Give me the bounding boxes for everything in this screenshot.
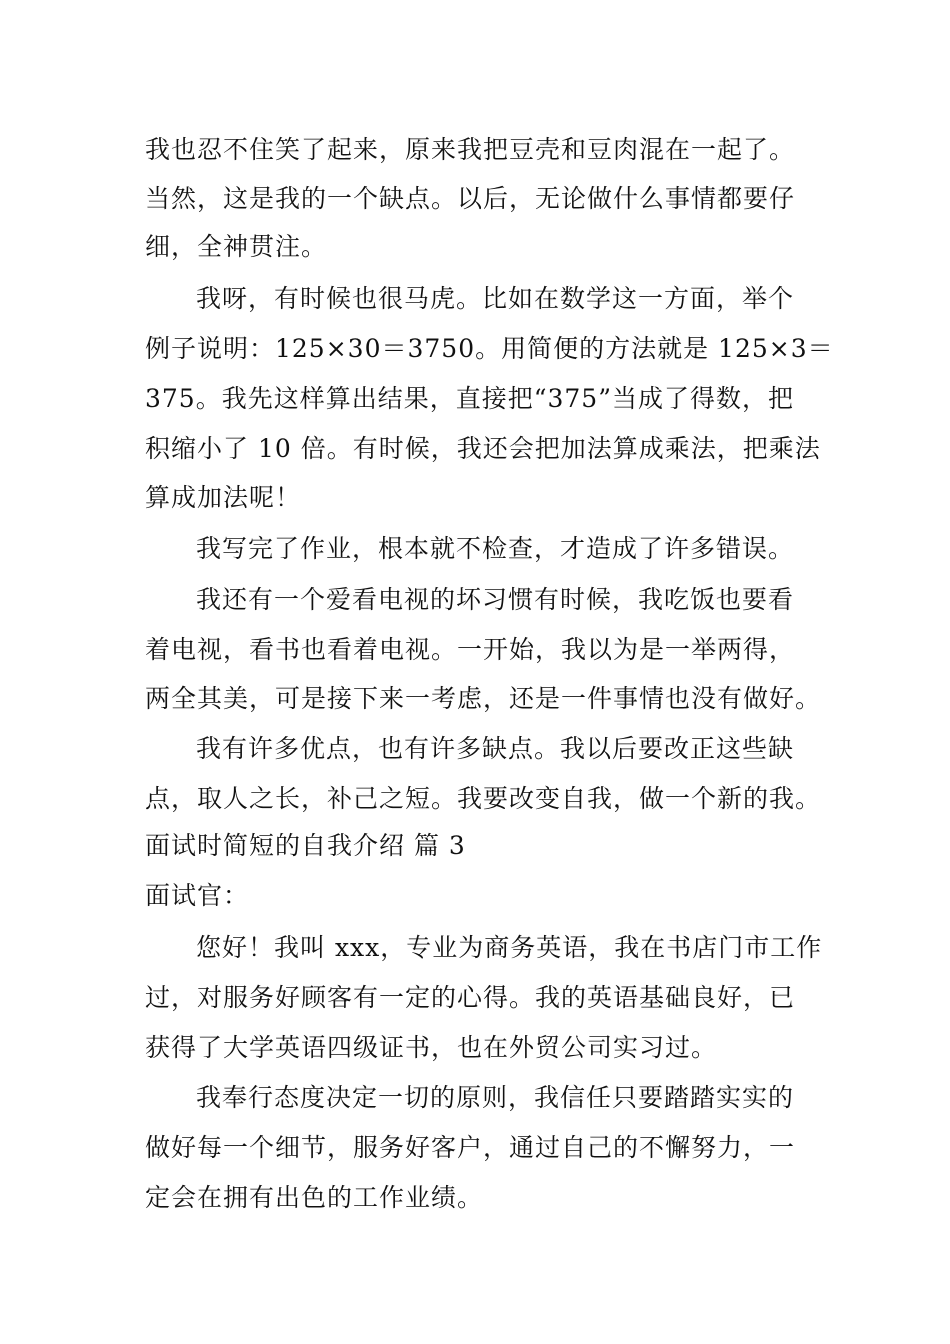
section-heading: 面试时简短的自我介绍 篇 3 [145, 831, 466, 860]
text-line: 375。我先这样算出结果，直接把“375”当成了得数，把 [145, 384, 794, 413]
text-line: 点，取人之长，补己之短。我要改变自我，做一个新的我。 [145, 784, 822, 813]
text-line: 我也忍不住笑了起来，原来我把豆壳和豆肉混在一起了。 [145, 135, 796, 164]
text-line: 细，全神贯注。 [145, 232, 328, 261]
text-line: 当然，这是我的一个缺点。以后，无论做什么事情都要仔 [145, 184, 796, 213]
text-line: 我有许多优点，也有许多缺点。我以后要改正这些缺 [196, 734, 795, 763]
text-line: 例子说明：125×30＝3750。用简便的方法就是 125×3＝ [145, 334, 834, 363]
text-line: 我还有一个爱看电视的坏习惯有时候，我吃饭也要看 [196, 585, 795, 614]
text-line: 着电视，看书也看着电视。一开始，我以为是一举两得， [145, 635, 796, 664]
salutation: 面试官： [145, 881, 250, 910]
text-line: 我写完了作业，根本就不检查，才造成了许多错误。 [196, 534, 795, 563]
text-line: 算成加法呢！ [145, 483, 302, 512]
text-line: 做好每一个细节，服务好客户，通过自己的不懈努力，一 [145, 1133, 796, 1162]
text-line: 您好！我叫 xxx，专业为商务英语，我在书店门市工作 [196, 933, 823, 962]
text-line: 过，对服务好顾客有一定的心得。我的英语基础良好，已 [145, 983, 796, 1012]
text-line: 我奉行态度决定一切的原则，我信任只要踏踏实实的 [196, 1083, 795, 1112]
text-line: 获得了大学英语四级证书，也在外贸公司实习过。 [145, 1033, 718, 1062]
text-line: 我呀，有时候也很马虎。比如在数学这一方面，举个 [196, 284, 795, 313]
text-line: 积缩小了 10 倍。有时候，我还会把加法算成乘法，把乘法 [145, 434, 821, 463]
text-line: 定会在拥有出色的工作业绩。 [145, 1183, 484, 1212]
text-line: 两全其美，可是接下来一考虑，还是一件事情也没有做好。 [145, 684, 822, 713]
